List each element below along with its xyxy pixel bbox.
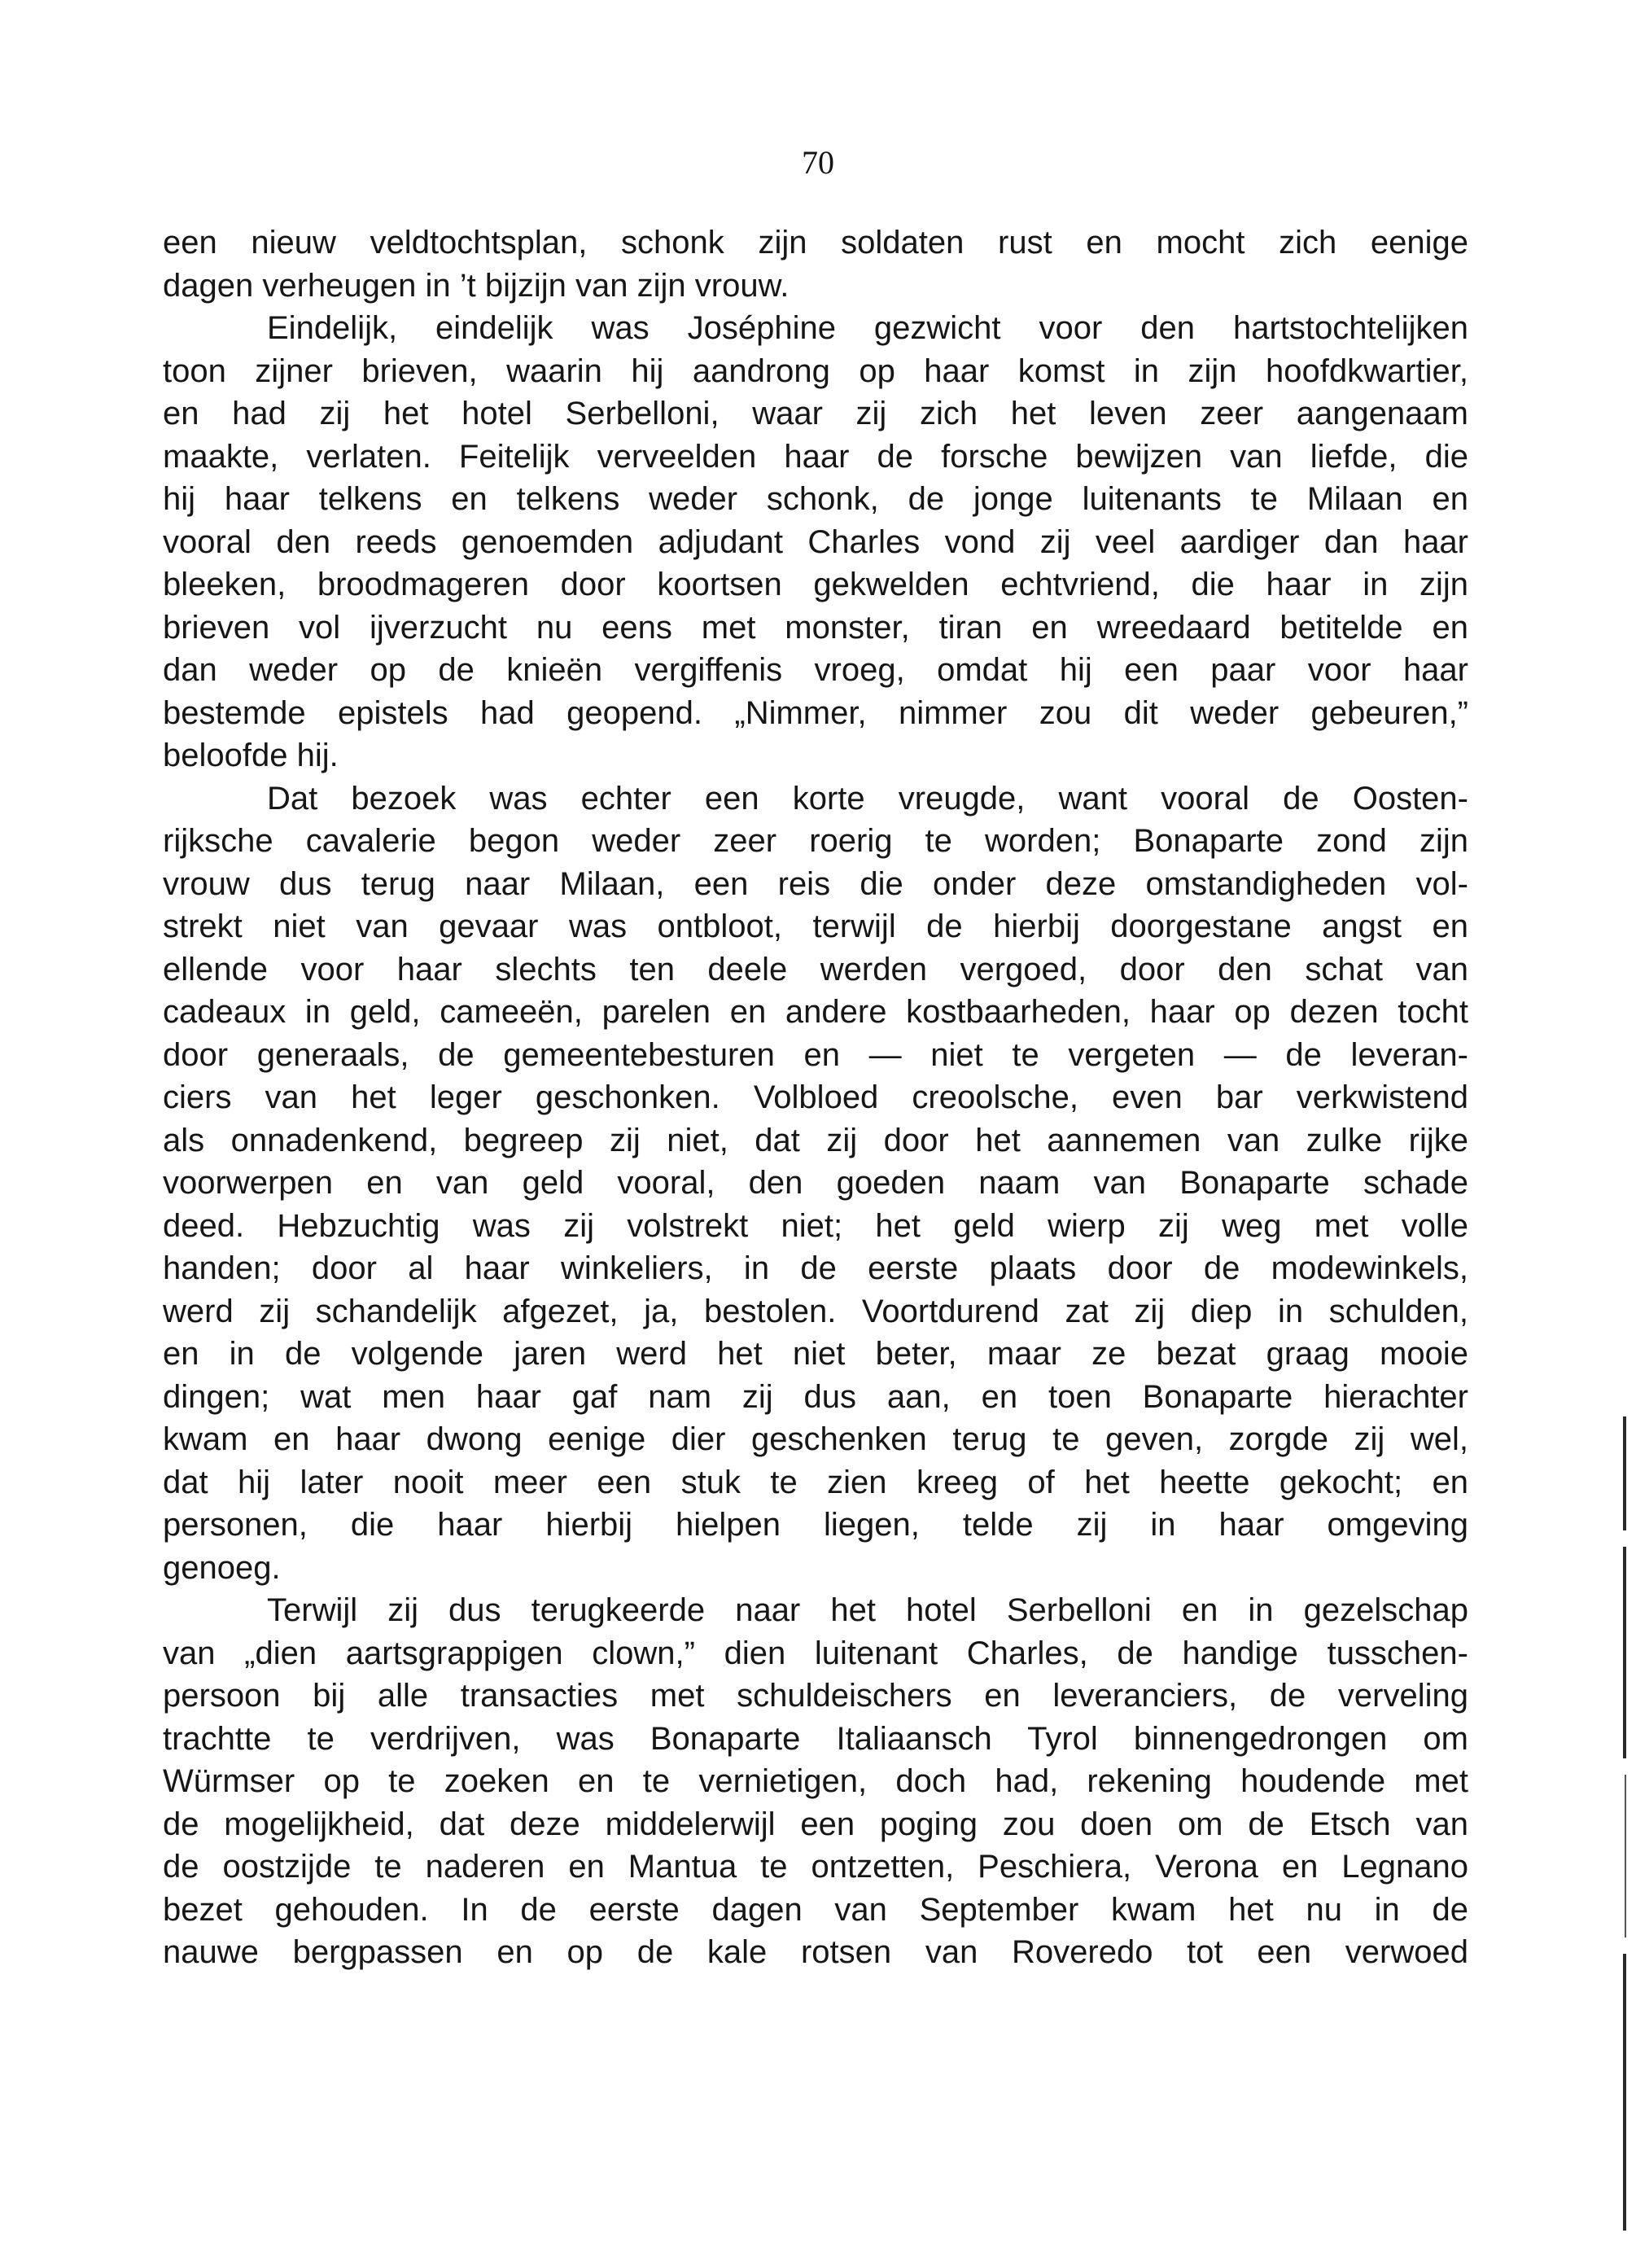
- text-line: vrouw dus terug naar Milaan, een reis die onder deze omstandigheden vol-: [163, 865, 1468, 902]
- text-line: trachtte te verdrijven, was Bonaparte Italiaansch Tyrol binnengedrongen om: [163, 1720, 1468, 1757]
- text-line: vooral den reeds genoemden adjudant Charles vond zij veel aardiger dan haar: [163, 523, 1468, 560]
- text-line: beloofde hij.: [163, 738, 339, 773]
- text-line: nauwe bergpassen en op de kale rotsen van Roveredo tot een verwoed: [163, 1934, 1468, 1970]
- text-line: werd zij schandelijk afgezet, ja, bestolen. Voortdurend zat zij diep in schulden,: [163, 1293, 1468, 1329]
- text-line: van „dien aartsgrappigen clown,” dien luitenant Charles, de handige tusschen-: [163, 1635, 1468, 1671]
- text-line: Eindelijk, eindelijk was Joséphine gezwicht voor den hartstochtelijken: [267, 310, 1468, 346]
- scan-edge-mark: [1623, 1547, 1626, 1758]
- text-line: en in de volgende jaren werd het niet beter, maar ze bezat graag mooie: [163, 1336, 1468, 1372]
- text-line: en had zij het hotel Serbelloni, waar zij zich het leven zeer aangenaam: [163, 396, 1468, 431]
- scan-edge-mark: [1625, 1775, 1626, 1937]
- scan-edge-mark: [1623, 1954, 1626, 2231]
- text-line: dat hij later nooit meer een stuk te zien kreeg of het heette gekocht; en: [163, 1464, 1468, 1500]
- text-line: strekt niet van gevaar was ontbloot, terwijl de hierbij doorgestane angst en: [163, 909, 1468, 944]
- text-line: kwam en haar dwong eenige dier geschenken terug te geven, zorgde zij wel,: [163, 1421, 1468, 1457]
- text-line: de oostzijde te naderen en Mantua te ontzetten, Peschiera, Verona en Legnano: [163, 1849, 1468, 1885]
- text-line: Würmser op te zoeken en te vernietigen, doch had, rekening houdende met: [163, 1763, 1468, 1799]
- text-line: de mogelijkheid, dat deze middelerwijl een poging zou doen om de Etsch van: [163, 1806, 1468, 1842]
- text-line: cadeaux in geld, cameeën, parelen en andere kostbaarheden, haar op dezen tocht: [163, 994, 1468, 1030]
- text-line: bestemde epistels had geopend. „Nimmer, nimmer zou dit weder gebeuren,”: [163, 694, 1468, 731]
- text-line: genoeg.: [163, 1549, 281, 1586]
- text-line: dan weder op de knieën vergiffenis vroeg, omdat hij een paar voor haar: [163, 652, 1468, 688]
- text-line: door generaals, de gemeentebesturen en — niet te vergeten — de leveran-: [163, 1036, 1468, 1073]
- body-text: [163, 221, 1468, 1974]
- text-line: als onnadenkend, begreep zij niet, dat zij door het aannemen van zulke rijke: [163, 1122, 1468, 1158]
- text-line: brieven vol ijverzucht nu eens met monster, tiran en wreedaard betitelde en: [163, 609, 1468, 646]
- text-line: bleeken, broodmageren door koortsen gekwelden echtvriend, die haar in zijn: [163, 567, 1468, 602]
- text-line: rijksche cavalerie begon weder zeer roerig te worden; Bonaparte zond zijn: [163, 823, 1468, 859]
- text-line: Terwijl zij dus terugkeerde naar het hotel Serbelloni en in gezelschap: [267, 1592, 1468, 1628]
- scan-edge-mark: [1623, 1416, 1626, 1530]
- text-line: persoon bij alle transacties met schuldeischers en leveranciers, de verveling: [163, 1678, 1468, 1714]
- text-line: een nieuw veldtochtsplan, schonk zijn soldaten rust en mocht zich eenige: [163, 225, 1468, 261]
- text-line: hij haar telkens en telkens weder schonk, de jonge luitenants te Milaan en: [163, 481, 1468, 517]
- text-line: ciers van het leger geschonken. Volbloed creoolsche, even bar verkwistend: [163, 1079, 1468, 1115]
- text-line: voorwerpen en van geld vooral, den goeden naam van Bonaparte schade: [163, 1165, 1468, 1201]
- text-line: deed. Hebzuchtig was zij volstrekt niet; het geld wierp zij weg met volle: [163, 1207, 1468, 1244]
- text-line: ellende voor haar slechts ten deele werden vergoed, door den schat van: [163, 951, 1468, 987]
- text-line: toon zijner brieven, waarin hij aandrong op haar komst in zijn hoofdkwartier,: [163, 352, 1468, 389]
- text-line: handen; door al haar winkeliers, in de eerste plaats door de modewinkels,: [163, 1250, 1468, 1286]
- text-line: bezet gehouden. In de eerste dagen van September kwam het nu in de: [163, 1891, 1468, 1928]
- text-line: Dat bezoek was echter een korte vreugde, want vooral de Oosten-: [267, 780, 1468, 817]
- page-number: 70: [802, 144, 834, 181]
- text-line: personen, die haar hierbij hielpen liegen, telde zij in haar omgeving: [163, 1507, 1468, 1543]
- text-line: dingen; wat men haar gaf nam zij dus aan, en toen Bonaparte hierachter: [163, 1378, 1468, 1415]
- text-line: maakte, verlaten. Feitelijk verveelden haar de forsche bewijzen van liefde, die: [163, 438, 1468, 475]
- text-line: dagen verheugen in ’t bijzijn van zijn vrouw.: [163, 267, 790, 304]
